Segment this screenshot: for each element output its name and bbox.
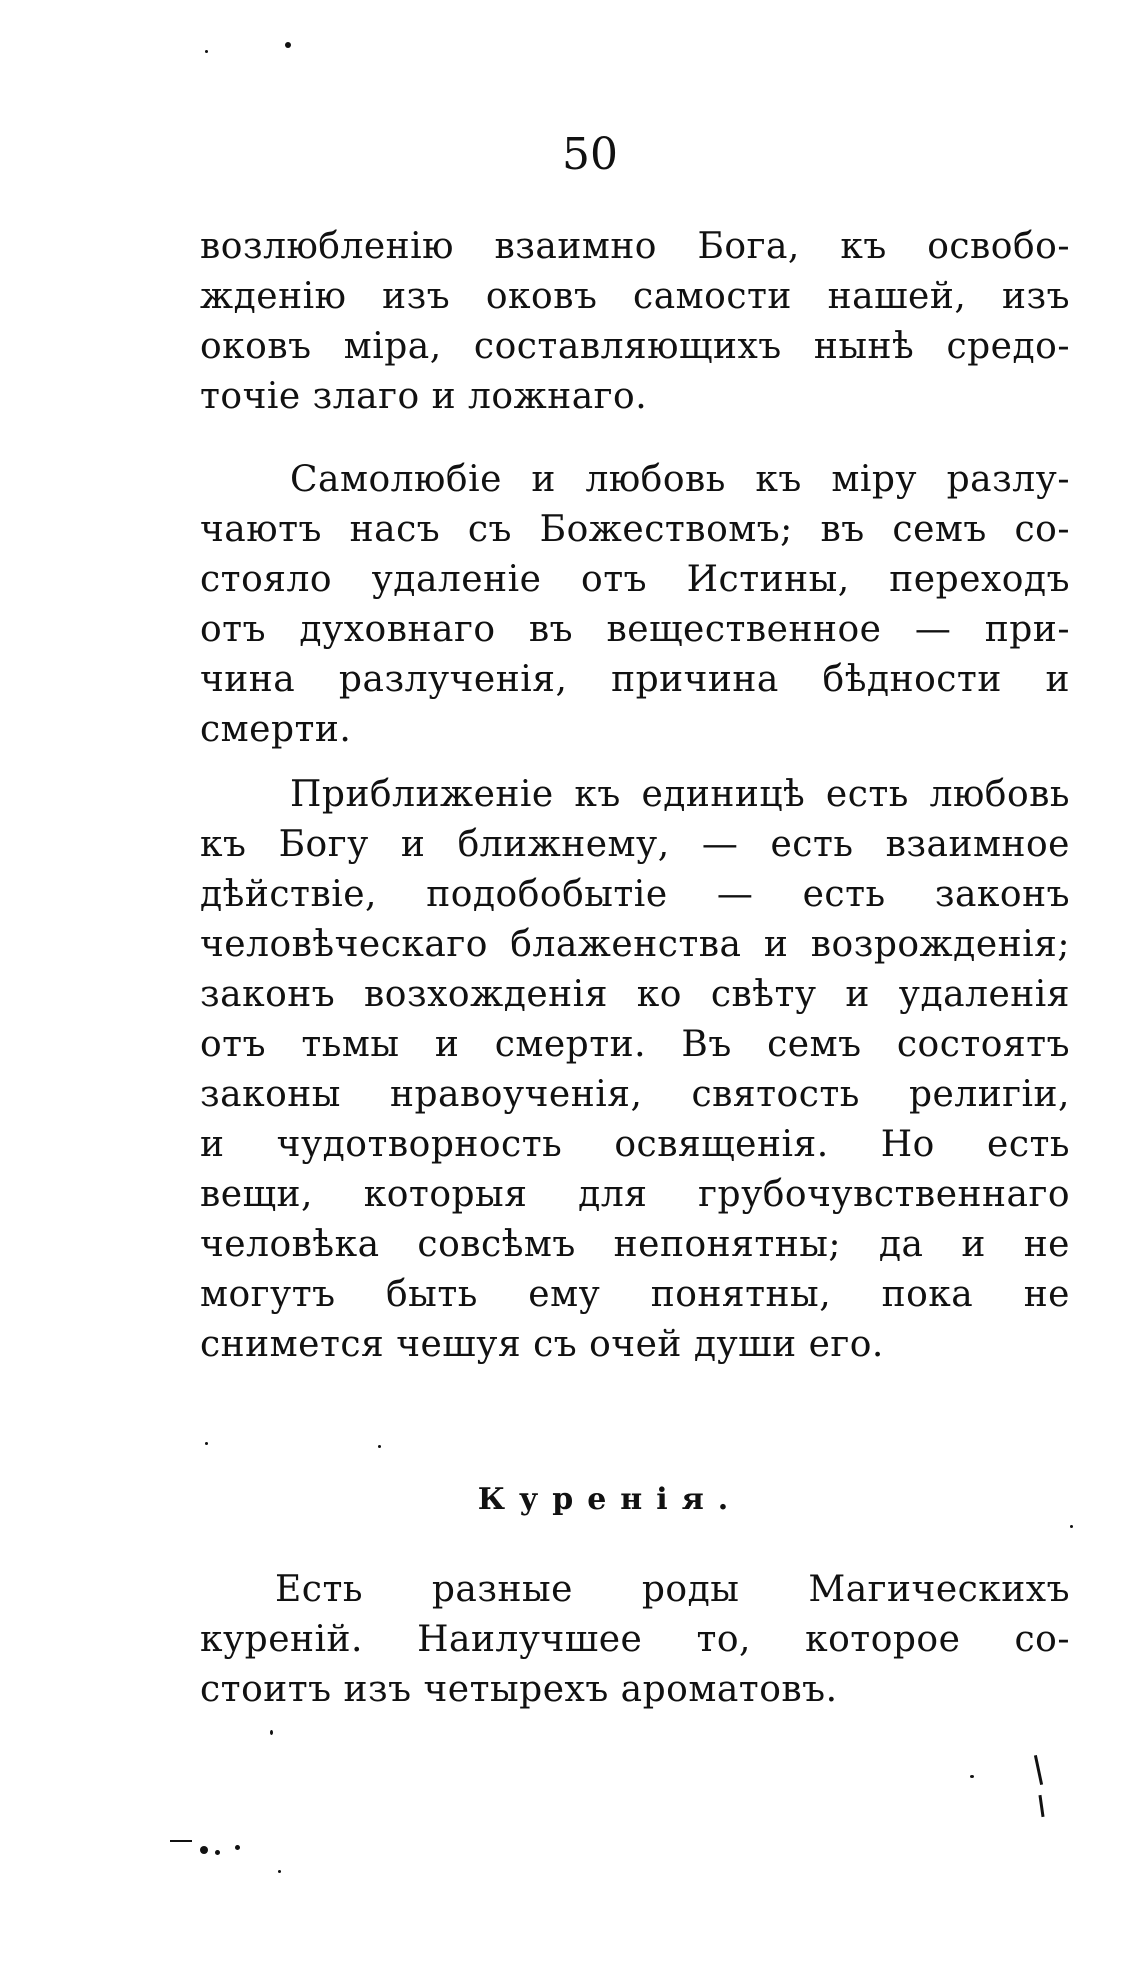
text-line: куреній. Наилучшее то, которое со- bbox=[200, 1619, 1070, 1660]
text-line: чаютъ насъ съ Божествомъ; въ семъ со- bbox=[200, 509, 1070, 550]
scan-speck bbox=[1070, 1525, 1073, 1528]
text-line: Приближеніе къ единицѣ есть любовь bbox=[290, 774, 1070, 815]
text-line: вещи, которыя для грубочувственнаго bbox=[200, 1174, 1070, 1215]
text-line: законъ возхожденія ко свѣту и удаленія bbox=[200, 974, 1070, 1015]
text-line: и чудотворность освященія. Но есть bbox=[200, 1124, 1070, 1165]
text-line: чина разлученія, причина бѣдности и bbox=[200, 659, 1070, 700]
page-number: 50 bbox=[562, 129, 618, 180]
text-line: снимется чешуя съ очей души его. bbox=[200, 1324, 884, 1365]
scan-mark bbox=[1034, 1755, 1043, 1785]
scan-speck bbox=[205, 50, 208, 53]
text-line: отъ духовнаго въ вещественное — при- bbox=[200, 609, 1070, 650]
scan-speck bbox=[285, 42, 291, 48]
text-line: смерти. bbox=[200, 709, 352, 750]
text-line: жденію изъ оковъ самости нашей, изъ bbox=[200, 276, 1070, 317]
text-line: могутъ быть ему понятны, пока не bbox=[200, 1274, 1070, 1315]
scan-speck bbox=[970, 1775, 974, 1778]
text-line: возлюбленію взаимно Бога, къ освобо- bbox=[200, 226, 1070, 267]
text-line: стояло удаленіе отъ Истины, переходъ bbox=[200, 559, 1070, 600]
text-line: точіе злаго и ложнаго. bbox=[200, 376, 648, 417]
text-line: къ Богу и ближнему, — есть взаимное bbox=[200, 824, 1070, 865]
text-line: отъ тьмы и смерти. Въ семъ состоятъ bbox=[200, 1024, 1070, 1065]
text-line: человѣческаго блаженства и возрожденія; bbox=[200, 924, 1070, 965]
text-line: человѣка совсѣмъ непонятны; да и не bbox=[200, 1224, 1070, 1265]
scan-mark bbox=[1038, 1795, 1044, 1817]
text-line: Самолюбіе и любовь къ міру разлу- bbox=[290, 459, 1070, 500]
text-line: законы нравоученія, святость религіи, bbox=[200, 1074, 1070, 1115]
text-line: стоитъ изъ четырехъ ароматовъ. bbox=[200, 1669, 838, 1710]
scan-speck bbox=[278, 1870, 281, 1873]
scan-speck bbox=[235, 1845, 240, 1850]
text-line: Есть разные роды Магическихъ bbox=[275, 1569, 1070, 1610]
scan-speck bbox=[378, 1445, 381, 1448]
scan-speck bbox=[270, 1730, 273, 1735]
text-line: оковъ міра, составляющихъ нынѣ средо- bbox=[200, 326, 1070, 367]
section-heading: Куренія. bbox=[477, 1482, 743, 1517]
scan-speck bbox=[200, 1846, 208, 1854]
text-line: дѣйствіе, подобобытіе — есть законъ bbox=[200, 874, 1070, 915]
scan-speck bbox=[205, 1442, 208, 1445]
scan-speck bbox=[215, 1850, 220, 1855]
scan-mark bbox=[170, 1840, 192, 1842]
